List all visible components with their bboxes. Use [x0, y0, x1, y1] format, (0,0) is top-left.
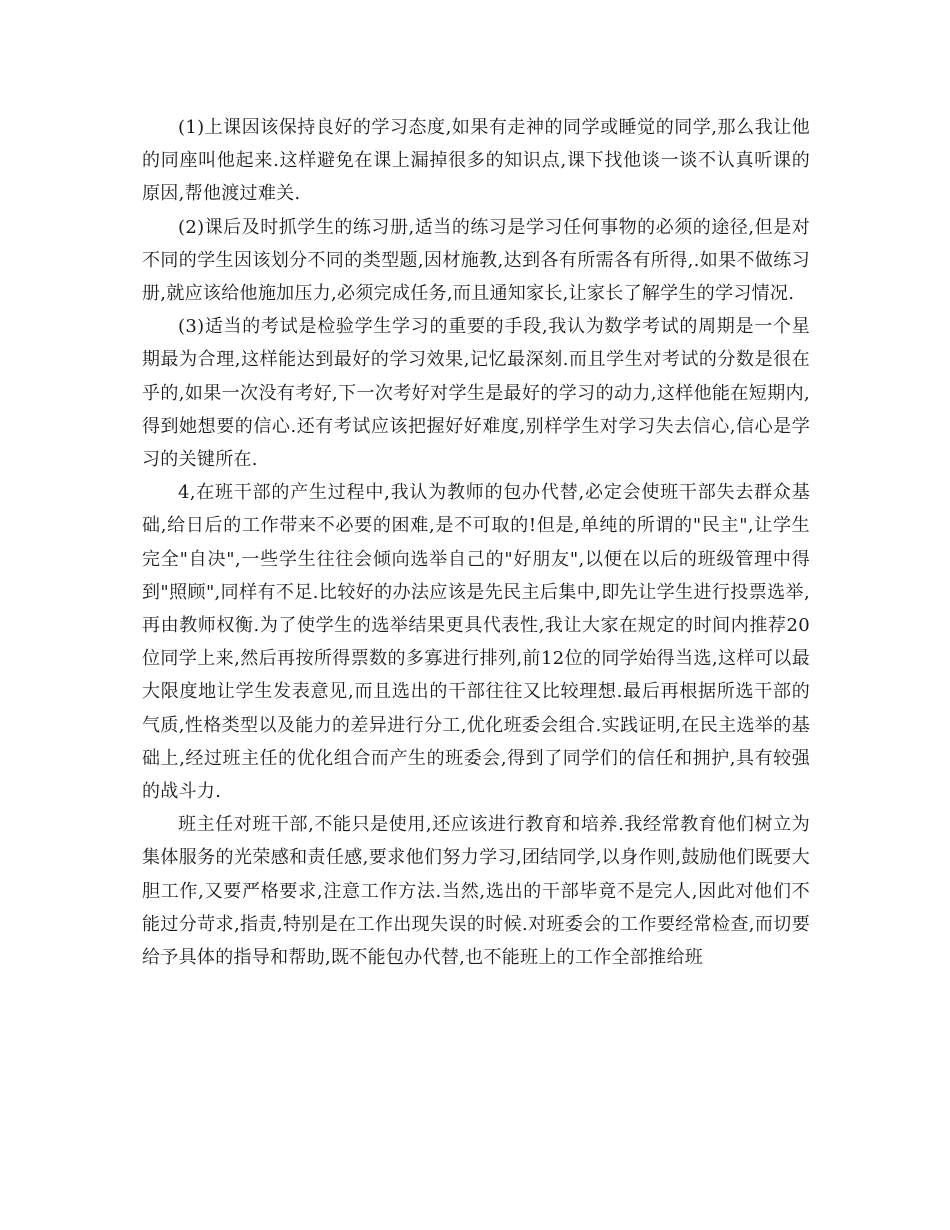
paragraph-5: 班主任对班干部,不能只是使用,还应该进行教育和培养.我经常教育他们树立为集体服务的光荣感和责任感,要求他们努力学习,团结同学,以身作则,鼓励他们既要大胆工作,又要严格要求,注意工作方法.当然,选出的干部毕竟不是完人,因此对他们不能过分苛求,指责,特别是在工作出现失误的时候.对班委会的工作要经常检查,而切要给予具体的指导和帮助,既不能包办代替,也不能班上的工作全部推给班 — [142, 814, 810, 969]
paragraph-2: (2)课后及时抓学生的练习册,适当的练习是学习任何事物的必须的途径,但是对不同的学生因该划分不同的类型题,因材施教,达到各有所需各有所得,.如果不做练习册,就应该给他施加压力,必须完成任务,而且通知家长,让家长了解学生的学习情况. — [142, 216, 810, 305]
paragraph-1: (1)上课因该保持良好的学习态度,如果有走神的同学或睡觉的同学,那么我让他的同座叫他起来.这样避免在课上漏掉很多的知识点,课下找他谈一谈不认真听课的原因,帮他渡过难关. — [142, 117, 810, 205]
document-body — [142, 111, 810, 974]
paragraph-4: 4,在班干部的产生过程中,我认为教师的包办代替,必定会使班干部失去群众基础,给日后的工作带来不必要的困难,是不可取的!但是,单纯的所谓的"民主",让学生完全"自决",一些学生往往会倾向选举自己的"好朋友",以便在以后的班级管理中得到"照顾",同样有不足.比较好的办法应该是先民主后集中,即先让学生进行投票选举,再由教师权衡.为了使学生的选举结果更具代表性,我让大家在规定的时间内推荐20位同学上来,然后再按所得票数的多寡进行排列,前12位的同学始得当选,这样可以最大限度地让学生发表意见,而且选出的干部往往又比较理想.最后再根据所选干部的气质,性格类型以及能力的差异进行分工,优化班委会组合.实践证明,在民主选举的基础上,经过班主任的优化组合而产生的班委会,得到了同学们的信任和拥护,具有较强的战斗力. — [142, 482, 810, 803]
paragraph-3: (3)适当的考试是检验学生学习的重要的手段,我认为数学考试的周期是一个星期最为合理,这样能达到最好的学习效果,记忆最深刻.而且学生对考试的分数是很在乎的,如果一次没有考好,下一次考好对学生是最好的学习的动力,这样他能在短期内,得到她想要的信心.还有考试应该把握好好难度,别样学生对学习失去信心,信心是学习的关键所在. — [142, 316, 810, 471]
